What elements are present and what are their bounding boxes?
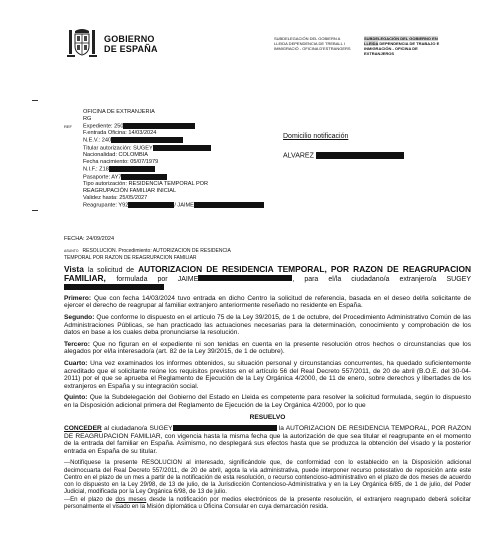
government-name [104,34,158,54]
subdelegation-spanish [364,36,444,56]
ref-reagrupante: Reagrupante: Y92 / JAIME [83,202,283,209]
resuelvo-heading: RESUELVO [249,413,286,421]
subdel-highlight: SUBDELEGACIÓN DEL GOBIERNO EN LLEIDA [364,36,438,46]
subdelegation-catalan: SUBDELEGACIÓN DEL GOBIERN A LLEIDA DEPENDENCIA DE TREBALL I IMMIGRACIÓ - OFICINA D'ESTRANGERS [274,36,351,51]
conceder-paragraph: CONCEDER al ciudadano/a SUGEY la AUTORIZACION DE RESIDENCIA TEMPORAL, POR RAZON DE REAGRUPACION FAMILIAR, con vigencia hasta la misma fecha que la autorización de que sea titular el reagrupante en el momento de la entrada del familiar en España. Asimismo, no desplegará sus efectos hasta que se produzca la obtención del visado y la posterior entrada en España de su titular. [64,425,471,455]
subject-key: ASUNTO [64,249,79,253]
margin-mark [32,100,38,101]
ref-nacionalidad: Nacionalidad: COLOMBIA [83,152,148,159]
vista-paragraph: Vista la solicitud de AUTORIZACION DE RESIDENCIA TEMPORAL, POR RAZON DE REAGRUPACION FAMILIAR, formulada por JAIME , para el/la ciudadano/a extranjero/a SUGEY [64,266,471,291]
segundo-paragraph: Segundo: Que conforme lo dispuesto en el artículo 75 de la Ley 39/2015, de 1 de octubre, del Procedimiento Administrativo Común de las Administraciones Públicas, se han practicado las actuaciones necesarias para la determinación, conocimiento y comprobación de los datos en base a los cuales deba pronunciarse la resolución. [64,313,471,337]
tercero-paragraph: Tercero: Que no figuran en el expediente ni son tenidas en cuenta en la presente resolución otros hechos o circunstancias que los alegados por el/la interesado/a (art. 82 de la Ley 39/2015, de 1 de octubre). [64,340,471,356]
subject-text: RESOLUCION. Procedimiento: AUTORIZACION DE RESIDENCIA TEMPORAL POR RAZON DE REAGRUPACION FAMILIAR [64,248,231,261]
ref-tipo: Tipo autorización: RESIDENCIA TEMPORAL POR REAGRUPACIÓN FAMILIAR INICIAL [83,181,209,195]
subdel-rest: DEPENDENCIA DE TRABAJO E INMIGRACIÓN - OFICINA DE EXTRANJEROS [364,41,440,56]
redaction [173,425,277,431]
redaction [109,166,155,172]
redaction [123,123,195,129]
margin-mark [32,210,38,211]
redaction [194,202,264,208]
ref-pasaporte: Pasaporte: AY7 [83,174,283,181]
ref-province: RG [83,116,92,122]
document-date: FECHA: 24/09/2024 [64,236,115,242]
resolution-body [64,266,471,514]
ref-office: OFICINA DE EXTRANJERIA [83,109,155,115]
redaction [64,284,164,290]
gov-line-2: DE ESPAÑA [104,44,158,54]
ref-nif: N.I.F.: Z18 [83,166,283,173]
visa-paragraph: ---En el plazo de dos meses desde la notificación por medios electrónicos de la presente resolución, el extranjero reagrupado deberá solicitar personalmente el visado en la Misión diplomática u Oficina Consular en cuya demarcación resida. [64,495,471,511]
quinto-paragraph: Quinto: Que la Subdelegación del Gobierno del Estado en Lleida es competente para resolver la solicitud formulada, según lo dispuesto en la Disposición adicional primera del Reglamento de Ejecución de la Ley Orgánica 4/2000, por lo que [64,394,471,409]
reference-block [83,109,283,210]
subject [64,248,254,261]
redaction [198,275,292,281]
gov-line-1: GOBIERNO [104,34,155,44]
notification-address-label: Domicilio notificación [283,133,349,140]
cuarto-paragraph: Cuarto: Una vez examinados los informes obtenidos, su situación personal y circunstancias concurrentes, ha quedado suficientemente acreditado que el solicitante reúne los requisitos previstos en el artículo 56 del Real Decreto 557/2011, de 20 de abril (B.O.E. del 30-04-2011) por el que se aprueba el Reglamento de Ejecución de la Ley Orgánica 4/2000, de 11 de enero, sobre derechos y libertades de los extranjeros en España y su integración social. [64,359,471,390]
ref-titular: Titular autorización: SUGEY [83,145,283,152]
coat-of-arms-logo [67,27,97,59]
ref-nie: N.E.V.: 240 [83,137,283,144]
ref-label: REF [64,124,72,129]
ref-fentrada: F.entrada Oficina: 14/03/2024 [83,130,157,137]
notification-paragraph: ---Notifíquese la presente RESOLUCION al interesado, significándole que, de conformidad con lo establecido en la Disposición adicional decimocuarta del Real Decreto 557/2011, de 20 de abril, agota la vía administrativa, puede interponer recurso potestativo de reposición ante este Centro en el plazo de un mes a partir de la notificación de esta resolución, o recurso contencioso-administrativo en el plazo de dos meses de acuerdo con lo dispuesto en la Ley 29/98, de 13 de julio, de la Jurisdicción Contencioso-Administrativa y en la Ley Orgánica 6/85, de 1 de julio, del Poder Judicial, modificada por la Ley Orgánica 6/98, de 13 de julio. [64,459,471,495]
redaction [121,174,167,180]
redaction [111,137,183,143]
redaction [128,202,174,208]
recipient-name: ALVAREZ [283,152,404,159]
ref-expediente: Expediente: 250 [83,123,283,130]
primero-paragraph: Primero: Que con fecha 14/03/2024 tuvo entrada en dicho Centro la solicitud de referencia, basada en el deseo del/la solicitante de ejercer el derecho de reagrupar al familiar extranjero anteriormente reseñado no residente en España. [64,294,471,310]
redaction [316,152,404,159]
redaction [153,145,211,151]
ref-validez: Validez hasta: 25/05/2027 [83,195,148,202]
ref-fnac: Fecha nacimiento: 05/07/1979 [83,159,159,166]
